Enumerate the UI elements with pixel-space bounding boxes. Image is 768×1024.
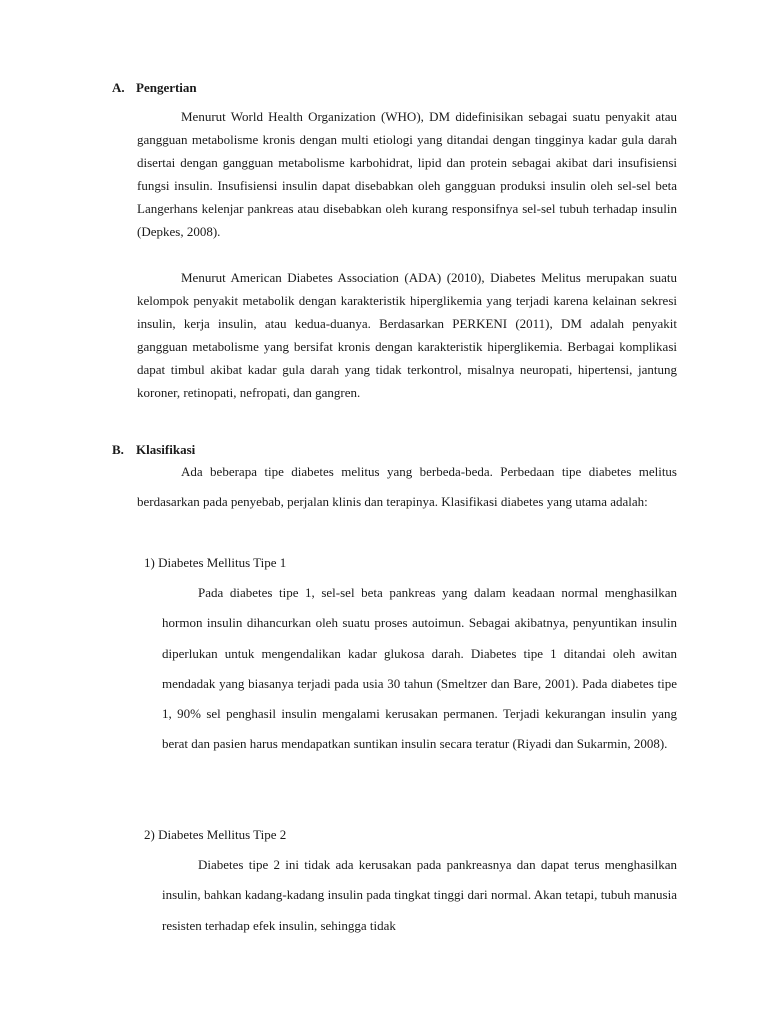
subsection-1-paragraph: Pada diabetes tipe 1, sel-sel beta pankreas yang dalam keadaan normal menghasilkan hormon insulin dihancurkan oleh suatu proses autoimun. Sebagai akibatnya, penyuntikan insulin diperlukan untuk mengendalikan kadar glukosa darah. Diabetes tipe 1 ditandai oleh awitan mendadak yang biasanya terjadi pada usia 30 tahun (Smeltzer dan Bare, 2001). Pada diabetes tipe 1, 90% sel penghasil insulin mengalami kerusakan permanen. Terjadi kekurangan insulin yang berat dan pasien harus mendapatkan suntikan insulin secara teratur (Riyadi dan Sukarmin, 2008). <box>162 585 677 752</box>
section-a-heading <box>112 80 197 96</box>
section-b-label: B. <box>112 442 124 457</box>
section-a-title: Pengertian <box>136 80 197 95</box>
subsection-1-heading: 1) Diabetes Mellitus Tipe 1 <box>144 555 287 570</box>
section-a-label: A. <box>112 80 125 95</box>
section-b-heading <box>112 442 195 458</box>
subsection-2-heading: 2) Diabetes Mellitus Tipe 2 <box>144 827 287 842</box>
section-a-paragraph-1: Menurut World Health Organization (WHO), DM didefinisikan sebagai suatu penyakit atau gangguan metabolisme kronis dengan multi etiologi yang ditandai dengan tingginya kadar gula darah disertai dengan gangguan metabolisme karbohidrat, lipid dan protein sebagai akibat dari insufisiensi fungsi insulin. Insufisiensi insulin dapat disebabkan oleh gangguan produksi insulin oleh sel-sel beta Langerhans kelenjar pankreas atau disebabkan oleh kurang responsifnya sel-sel tubuh terhadap insulin (Depkes, 2008). <box>137 109 677 239</box>
section-a-paragraph-2: Menurut American Diabetes Association (ADA) (2010), Diabetes Melitus merupakan suatu kelompok penyakit metabolik dengan karakteristik hiperglikemia yang terjadi karena kelainan sekresi insulin, kerja insulin, atau kedua-duanya. Berdasarkan PERKENI (2011), DM adalah penyakit gangguan metabolisme yang bersifat kronis dengan karakteristik hiperglikemia. Berbagai komplikasi dapat timbul akibat kadar gula darah yang tidak terkontrol, misalnya neuropati, hipertensi, jantung koroner, retinopati, nefropati, dan gangren. <box>137 270 677 400</box>
section-b-intro: Ada beberapa tipe diabetes melitus yang berbeda-beda. Perbedaan tipe diabetes melitus berdasarkan pada penyebab, perjalan klinis dan terapinya. Klasifikasi diabetes yang utama adalah: <box>137 464 677 509</box>
subsection-2-paragraph: Diabetes tipe 2 ini tidak ada kerusakan pada pankreasnya dan dapat terus menghasilkan insulin, bahkan kadang-kadang insulin pada tingkat tinggi dari normal. Akan tetapi, tubuh manusia resisten terhadap efek insulin, sehingga tidak <box>162 857 677 933</box>
section-b-title: Klasifikasi <box>136 442 196 457</box>
